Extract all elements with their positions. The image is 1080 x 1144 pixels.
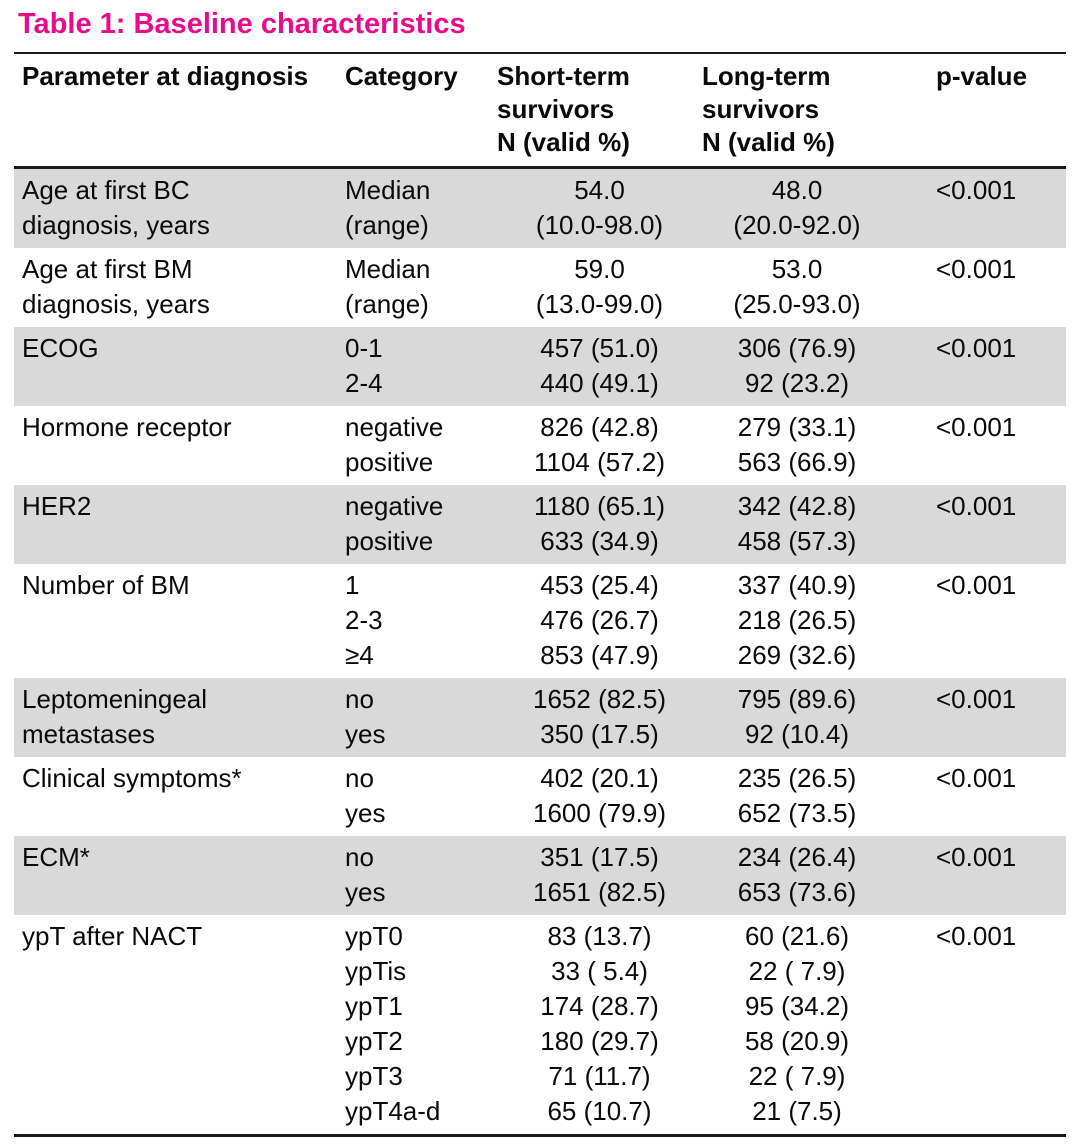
short-term-value: 59.0	[574, 254, 625, 284]
table-body	[14, 168, 1066, 1136]
parameter-label: diagnosis, years	[22, 210, 210, 240]
parameter-label-cell	[14, 406, 337, 485]
category-label: (range)	[345, 210, 429, 240]
long-term-value: 60 (21.6)	[744, 921, 850, 951]
short-term-value-cell	[497, 915, 702, 1136]
p-value-cell	[892, 757, 1066, 836]
long-term-value: 22 ( 7.9)	[748, 1061, 846, 1091]
p-value-cell	[892, 564, 1066, 678]
long-term-value: 269 (32.6)	[737, 640, 857, 670]
parameter-label: Age at first BM	[22, 254, 193, 284]
category-label: 2-4	[345, 368, 383, 398]
p-value: <0.001	[936, 570, 1017, 600]
parameter-label-cell	[14, 757, 337, 836]
category-label-cell	[337, 757, 497, 836]
parameter-label: diagnosis, years	[22, 289, 210, 319]
short-term-value: 402 (20.1)	[540, 763, 659, 793]
table-row	[14, 248, 1066, 327]
short-term-value-cell	[497, 406, 702, 485]
p-value: <0.001	[936, 491, 1017, 521]
parameter-label-cell	[14, 485, 337, 564]
long-term-value: 234 (26.4)	[737, 842, 857, 872]
long-term-value: 342 (42.8)	[737, 491, 857, 521]
short-term-value-cell	[497, 327, 702, 406]
header-label: Category	[345, 61, 458, 91]
short-term-value: 633 (34.9)	[540, 526, 659, 556]
category-label: 1	[345, 570, 360, 600]
long-term-value-cell	[702, 248, 892, 327]
long-term-value-cell	[702, 915, 892, 1136]
parameter-label: Clinical symptoms*	[22, 763, 242, 793]
long-term-value: 458 (57.3)	[737, 526, 857, 556]
short-term-value: 826 (42.8)	[540, 412, 659, 442]
header-label: N (valid %)	[497, 127, 630, 157]
col-header-p-value	[892, 53, 1066, 168]
long-term-value: 53.0	[771, 254, 823, 284]
table-header	[14, 53, 1066, 168]
short-term-value: 350 (17.5)	[540, 719, 659, 749]
p-value-cell	[892, 485, 1066, 564]
long-term-value: 218 (26.5)	[737, 605, 857, 635]
category-label: no	[345, 763, 374, 793]
category-label-cell	[337, 248, 497, 327]
p-value: <0.001	[936, 842, 1017, 872]
short-term-value: 54.0	[574, 175, 625, 205]
short-term-value: 174 (28.7)	[540, 991, 659, 1021]
long-term-value-cell	[702, 406, 892, 485]
long-term-value: 563 (66.9)	[737, 447, 857, 477]
category-label: ypT2	[345, 1026, 403, 1056]
parameter-label-cell	[14, 564, 337, 678]
short-term-value-cell	[497, 485, 702, 564]
col-header-short-term	[497, 53, 702, 168]
category-label: 2-3	[345, 605, 383, 635]
table-row	[14, 406, 1066, 485]
short-term-value: 1104 (57.2)	[533, 447, 666, 477]
long-term-value-cell	[702, 678, 892, 757]
header-label: N (valid %)	[702, 127, 835, 157]
col-header-parameter	[14, 53, 337, 168]
short-term-value: 440 (49.1)	[540, 368, 659, 398]
category-label: ypT4a-d	[345, 1096, 441, 1126]
short-term-value: 180 (29.7)	[540, 1026, 659, 1056]
short-term-value: 1652 (82.5)	[533, 684, 666, 714]
long-term-value: 92 (10.4)	[744, 719, 850, 749]
p-value-cell	[892, 678, 1066, 757]
parameter-label: HER2	[22, 491, 92, 521]
short-term-value-cell	[497, 757, 702, 836]
category-label: yes	[345, 877, 386, 907]
category-label-cell	[337, 915, 497, 1136]
parameter-label: Leptomeningeal	[22, 684, 208, 714]
p-value-cell	[892, 168, 1066, 249]
table-row	[14, 168, 1066, 249]
category-label: negative	[345, 491, 444, 521]
parameter-label: ECM*	[22, 842, 90, 872]
header-row	[14, 53, 1066, 168]
p-value: <0.001	[936, 763, 1017, 793]
category-label-cell	[337, 485, 497, 564]
long-term-value: 21 (7.5)	[752, 1096, 842, 1126]
table-row	[14, 678, 1066, 757]
long-term-value-cell	[702, 327, 892, 406]
table-row	[14, 327, 1066, 406]
parameter-label: Number of BM	[22, 570, 190, 600]
parameter-label-cell	[14, 168, 337, 249]
p-value-cell	[892, 406, 1066, 485]
long-term-value: 95 (34.2)	[744, 991, 850, 1021]
parameter-label: metastases	[22, 719, 155, 749]
long-term-value: 58 (20.9)	[744, 1026, 850, 1056]
long-term-value-cell	[702, 836, 892, 915]
category-label: no	[345, 684, 374, 714]
category-label: yes	[345, 719, 386, 749]
category-label-cell	[337, 678, 497, 757]
baseline-characteristics-table	[14, 52, 1066, 1137]
p-value: <0.001	[936, 412, 1017, 442]
short-term-value-cell	[497, 678, 702, 757]
parameter-label-cell	[14, 327, 337, 406]
p-value: <0.001	[936, 333, 1017, 363]
parameter-label-cell	[14, 915, 337, 1136]
short-term-value-cell	[497, 564, 702, 678]
p-value: <0.001	[936, 921, 1017, 951]
p-value-cell	[892, 248, 1066, 327]
short-term-value: 351 (17.5)	[540, 842, 659, 872]
short-term-value: 83 (13.7)	[547, 921, 652, 951]
long-term-value: 235 (26.5)	[737, 763, 857, 793]
short-term-value: 1600 (79.9)	[533, 798, 666, 828]
p-value: <0.001	[936, 684, 1017, 714]
short-term-value: 65 (10.7)	[547, 1096, 652, 1126]
short-term-value: 1651 (82.5)	[533, 877, 666, 907]
col-header-long-term	[702, 53, 892, 168]
category-label: Median	[345, 254, 431, 284]
parameter-label-cell	[14, 248, 337, 327]
category-label: ypT0	[345, 921, 403, 951]
short-term-value-cell	[497, 836, 702, 915]
header-label: survivors	[497, 94, 615, 124]
long-term-value-cell	[702, 168, 892, 249]
long-term-value: (20.0-92.0)	[733, 210, 861, 240]
p-value-cell	[892, 915, 1066, 1136]
long-term-value: 337 (40.9)	[737, 570, 857, 600]
parameter-label: Hormone receptor	[22, 412, 232, 442]
long-term-value: (25.0-93.0)	[733, 289, 861, 319]
category-label-cell	[337, 406, 497, 485]
short-term-value: (13.0-99.0)	[535, 289, 664, 319]
parameter-label: ypT after NACT	[22, 921, 203, 951]
parameter-label: Age at first BC	[22, 175, 190, 205]
category-label: no	[345, 842, 374, 872]
long-term-value: 795 (89.6)	[737, 684, 857, 714]
category-label: positive	[345, 447, 434, 477]
short-term-value: 1180 (65.1)	[533, 491, 666, 521]
long-term-value: 22 ( 7.9)	[748, 956, 846, 986]
short-term-value: 476 (26.7)	[540, 605, 659, 635]
long-term-value: 653 (73.6)	[737, 877, 857, 907]
table-row	[14, 836, 1066, 915]
short-term-value-cell	[497, 248, 702, 327]
category-label: yes	[345, 798, 386, 828]
long-term-value: 652 (73.5)	[737, 798, 857, 828]
category-label-cell	[337, 836, 497, 915]
long-term-value: 92 (23.2)	[744, 368, 850, 398]
category-label: negative	[345, 412, 444, 442]
category-label: (range)	[345, 289, 429, 319]
short-term-value: 71 (11.7)	[548, 1061, 651, 1091]
table-row	[14, 757, 1066, 836]
p-value: <0.001	[936, 254, 1017, 284]
category-label: ≥4	[345, 640, 374, 670]
table-row	[14, 485, 1066, 564]
short-term-value: (10.0-98.0)	[535, 210, 664, 240]
p-value-cell	[892, 836, 1066, 915]
category-label-cell	[337, 168, 497, 249]
parameter-label-cell	[14, 836, 337, 915]
category-label: ypT3	[345, 1061, 403, 1091]
p-value-cell	[892, 327, 1066, 406]
p-value: <0.001	[936, 175, 1017, 205]
category-label: Median	[345, 175, 431, 205]
short-term-value: 853 (47.9)	[540, 640, 659, 670]
long-term-value-cell	[702, 757, 892, 836]
short-term-value: 33 ( 5.4)	[551, 956, 648, 986]
long-term-value-cell	[702, 485, 892, 564]
long-term-value: 48.0	[771, 175, 823, 205]
category-label: 0-1	[345, 333, 383, 363]
parameter-label: ECOG	[22, 333, 99, 363]
long-term-value: 279 (33.1)	[737, 412, 857, 442]
short-term-value: 453 (25.4)	[540, 570, 659, 600]
header-label: survivors	[702, 94, 820, 124]
parameter-label-cell	[14, 678, 337, 757]
short-term-value: 457 (51.0)	[540, 333, 659, 363]
long-term-value-cell	[702, 564, 892, 678]
short-term-value-cell	[497, 168, 702, 249]
table-row	[14, 564, 1066, 678]
col-header-category	[337, 53, 497, 168]
category-label: ypT1	[345, 991, 403, 1021]
header-label: Short-term	[497, 61, 630, 91]
category-label: positive	[345, 526, 434, 556]
category-label-cell	[337, 327, 497, 406]
long-term-value: 306 (76.9)	[737, 333, 857, 363]
category-label: ypTis	[345, 956, 407, 986]
header-label: p-value	[936, 61, 1028, 91]
header-label: Long-term	[702, 61, 831, 91]
category-label-cell	[337, 564, 497, 678]
table-row	[14, 915, 1066, 1136]
header-label: Parameter at diagnosis	[22, 61, 309, 91]
table-title: Table 1: Baseline characteristics	[18, 8, 466, 40]
